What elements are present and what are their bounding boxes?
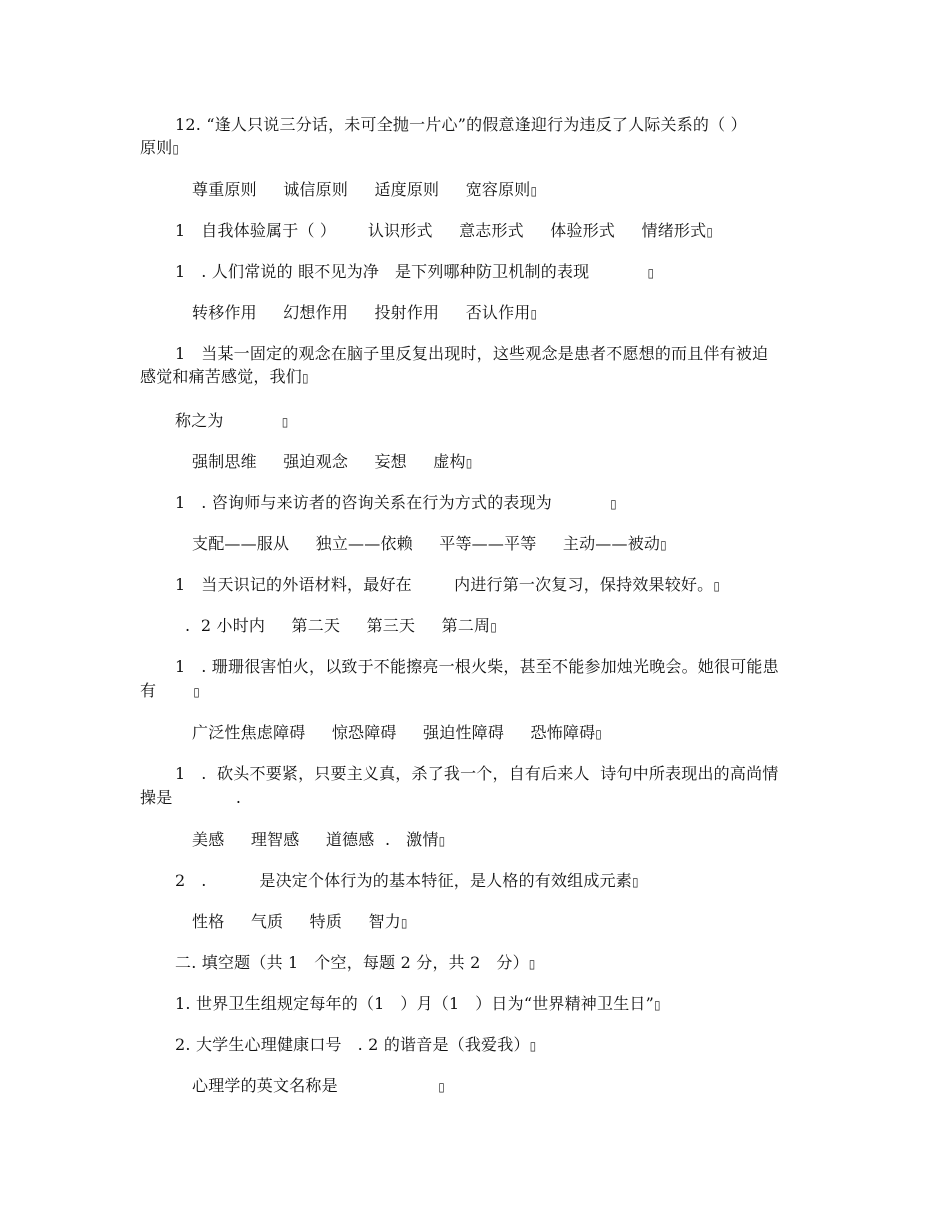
end-marker: ▯	[529, 1039, 537, 1053]
end-marker: ▯	[631, 875, 639, 889]
counseling-relation-options: 支配——服从 独立——依赖 平等——平等 主动——被动▯	[192, 534, 667, 553]
end-marker: ▯	[490, 620, 498, 634]
end-marker: ▯	[281, 415, 289, 429]
end-marker: ▯	[302, 371, 309, 385]
question-personality-trait: 2 . 是决定个体行为的基本特征，是人格的有效组成元素▯	[175, 871, 639, 890]
end-marker: ▯	[465, 456, 473, 470]
end-marker: ▯	[438, 834, 446, 848]
end-marker: ▯	[530, 184, 538, 198]
end-marker: ▯	[647, 266, 655, 280]
question-sentiment-line-1: 1 . 砍头不要紧，只要主义真，杀了我一个，自有后来人 诗句中所表现出的高尚情	[175, 764, 779, 783]
end-marker: ▯	[706, 225, 714, 239]
end-marker: ▯	[610, 497, 617, 511]
end-marker: ▯	[172, 142, 180, 156]
question-fear-line-1: 1 . 珊珊很害怕火，以致于不能擦亮一根火柴，甚至不能参加烛光晚会。她很可能患	[175, 657, 779, 676]
defense-mechanism-options: 转移作用 幻想作用 投射作用 否认作用▯	[192, 303, 538, 322]
end-marker: ▯	[438, 1080, 446, 1094]
sentiment-options: 美感 理智感 道德感 . 激情▯	[192, 830, 446, 849]
question-defense-mechanism: 1 . 人们常说的 眼不见为净 是下列哪种防卫机制的表现 ▯	[175, 262, 655, 281]
end-marker: ▯	[595, 727, 603, 741]
question-sentiment-line-2: 操是 .	[140, 788, 242, 807]
end-marker: ▯	[654, 998, 661, 1012]
question-12-options: 尊重原则 诚信原则 适度原则 宽容原则▯	[192, 180, 538, 199]
end-marker: ▯	[528, 957, 536, 971]
question-review-time: 1 当天识记的外语材料，最好在 内进行第一次复习，保持效果较好。▯	[175, 575, 721, 594]
personality-trait-options: 性格 气质 特质 智力▯	[192, 912, 408, 931]
fill-in-question-2: 2. 大学生心理健康口号 . 2 的谐音是（我爱我）▯	[175, 1035, 537, 1054]
question-obsession-line-1: 1 当某一固定的观念在脑子里反复出现时，这些观念是患者不愿想的而且伴有被迫	[175, 344, 769, 363]
end-marker: ▯	[193, 685, 201, 699]
end-marker: ▯	[660, 538, 667, 552]
fear-options: 广泛性焦虑障碍 惊恐障碍 强迫性障碍 恐怖障碍▯	[192, 723, 603, 742]
section-fill-in-heading: 二. 填空题（共 1 个空，每题 2 分，共 2 分）▯	[175, 953, 536, 972]
question-obsession-line-3: 称之为 ▯	[175, 411, 289, 430]
question-fear-line-2: 有 ▯	[140, 681, 201, 700]
question-obsession-line-2: 感觉和痛苦感觉，我们▯	[140, 367, 309, 386]
obsession-options: 强制思维 强迫观念 妄想 虚构▯	[192, 452, 473, 471]
end-marker: ▯	[400, 916, 408, 930]
fill-in-question-3: 心理学的英文名称是 ▯	[192, 1076, 446, 1095]
end-marker: ▯	[530, 307, 538, 321]
question-self-experience: 1 自我体验属于（ ） 认识形式 意志形式 体验形式 情绪形式▯	[175, 221, 714, 240]
question-12-line-2: 原则▯	[140, 138, 180, 157]
review-time-options: . 2 小时内 第二天 第三天 第二周▯	[185, 616, 498, 635]
end-marker: ▯	[713, 579, 721, 593]
question-counseling-relation: 1 . 咨询师与来访者的咨询关系在行为方式的表现为 ▯	[175, 493, 617, 512]
question-12-line-1: 12. “逢人只说三分话，未可全抛一片心”的假意逢迎行为违反了人际关系的（ ）	[175, 115, 747, 134]
fill-in-question-1: 1. 世界卫生组规定每年的（1 ）月（1 ）日为“世界精神卫生日”▯	[175, 994, 661, 1013]
